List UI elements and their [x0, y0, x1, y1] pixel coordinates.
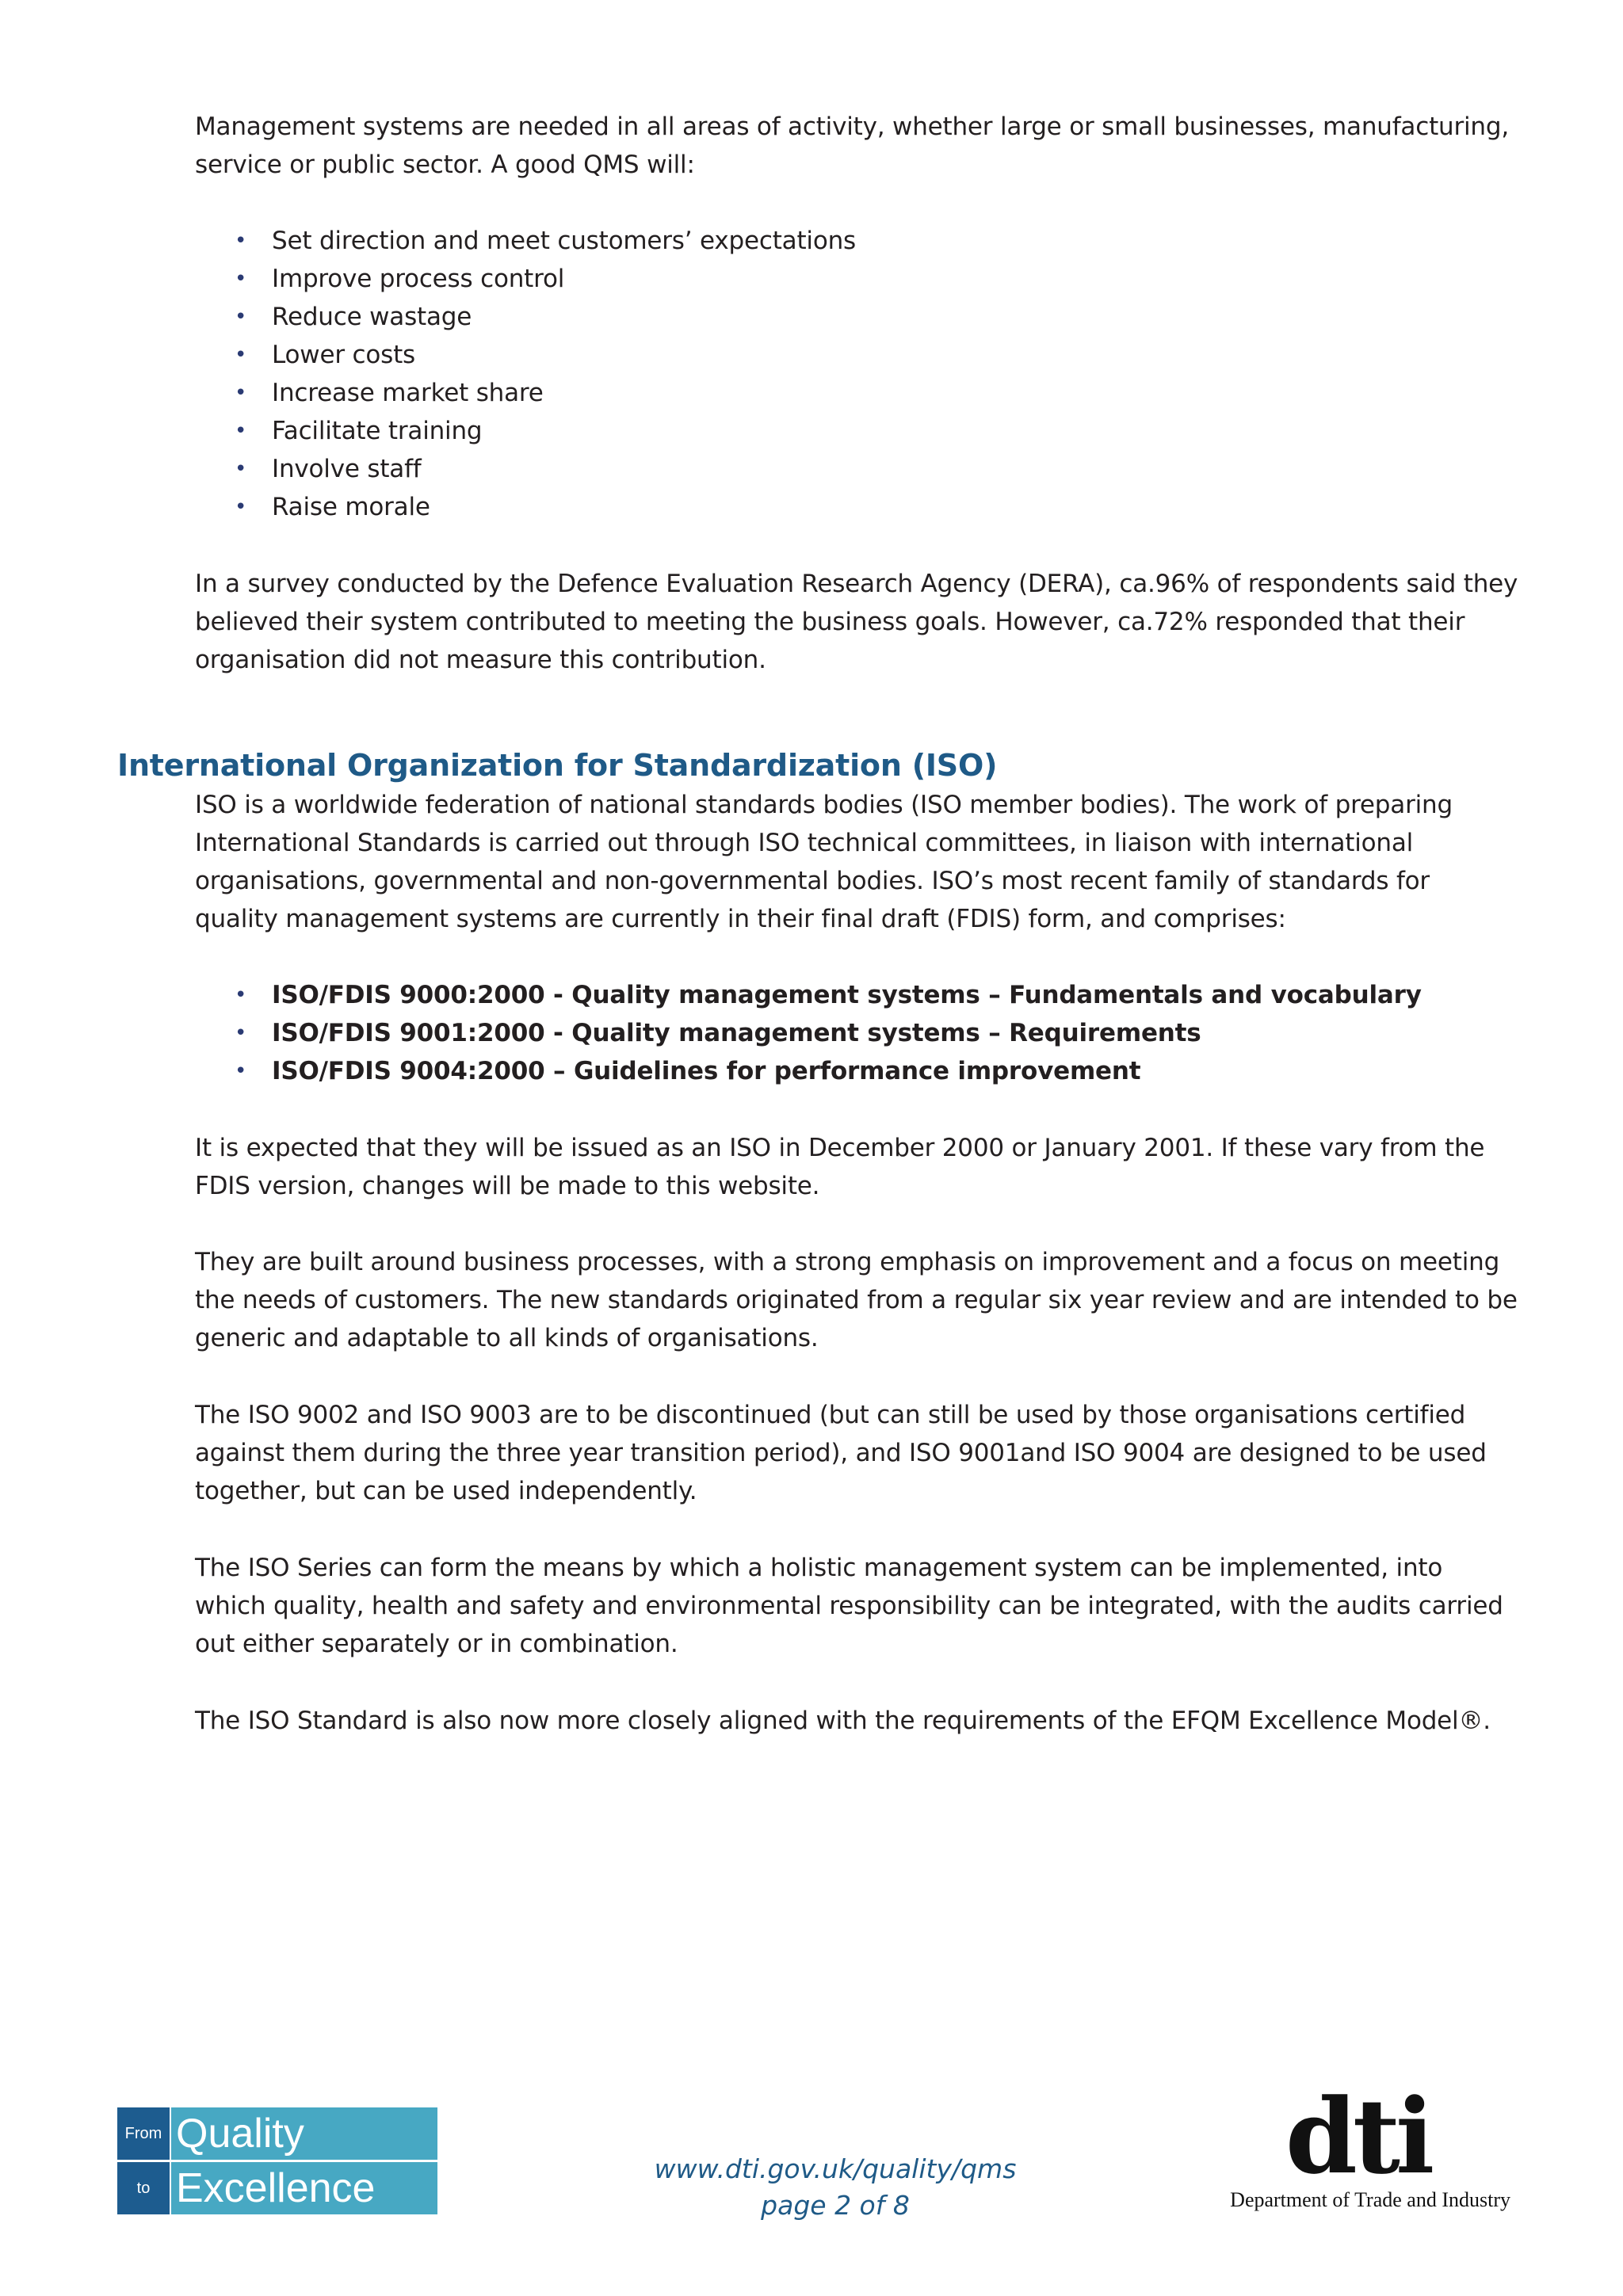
bullet-icon: • — [235, 1059, 247, 1083]
bullet-icon: • — [235, 495, 247, 519]
logo-to-label: to — [117, 2162, 170, 2214]
list-item: • ISO/FDIS 9000:2000 - Quality management systems – Fundamentals and vocabulary — [195, 976, 1518, 1014]
logo-excellence-label: Excellence — [171, 2162, 437, 2214]
intro-paragraph: Management systems are needed in all areas of activity, whether large or small businesses, manufacturing, service or public sector. A good QMS will: — [195, 113, 1510, 179]
list-item: • Increase market share — [195, 374, 1518, 412]
survey-paragraph: In a survey conducted by the Defence Evaluation Research Agency (DERA), ca.96% of respondents said they believed their system contributed to meeting the business goals. However, ca.72% responded that their organisation did not measure this contribution. — [195, 570, 1518, 674]
bullet-icon: • — [235, 381, 247, 405]
list-item: • Reduce wastage — [195, 298, 1518, 336]
iso-intro-paragraph: ISO is a worldwide federation of national standards bodies (ISO member bodies). The work of preparing International Standards is carried out through ISO technical committees, in liaison with international organisations, governmental and non-governmental bodies. ISO’s most recent family of standards for quality management systems are currently in their final draft (FDIS) form, and comprises: — [195, 791, 1453, 933]
bullet-icon: • — [235, 419, 247, 443]
bullet-icon: • — [235, 457, 247, 481]
bullet-icon: • — [235, 267, 247, 291]
iso-standards-list — [195, 976, 1518, 1090]
efqm-paragraph: The ISO Standard is also now more closely aligned with the requirements of the EFQM Excellence Model®. — [195, 1707, 1491, 1735]
logo-quality-label: Quality — [171, 2107, 437, 2160]
issue-date-paragraph: It is expected that they will be issued as an ISO in December 2000 or January 2001. If these vary from the FDIS version, changes will be made to this website. — [195, 1134, 1485, 1200]
list-item: • Set direction and meet customers’ expectations — [195, 222, 1518, 260]
dti-caption: Department of Trade and Industry — [1230, 2188, 1510, 2211]
business-processes-paragraph: They are built around business processes, with a strong emphasis on improvement and a focus on meeting the needs of customers. The new standards originated from a regular six year review and are intended to be generic and adaptable to all kinds of organisations. — [195, 1248, 1518, 1352]
footer-info — [574, 2151, 1097, 2224]
list-item: • Raise morale — [195, 488, 1518, 526]
bullet-icon: • — [235, 343, 247, 367]
list-item: • Involve staff — [195, 450, 1518, 488]
bullet-icon: • — [235, 229, 247, 253]
dti-mark: dti — [1285, 2076, 1430, 2197]
footer-url-link[interactable]: www.dti.gov.uk/quality/qms — [654, 2153, 1017, 2184]
logo-from-label: From — [117, 2107, 170, 2160]
list-item: • Facilitate training — [195, 412, 1518, 450]
quality-excellence-logo — [117, 2107, 437, 2214]
list-item: • ISO/FDIS 9001:2000 - Quality management systems – Requirements — [195, 1014, 1518, 1052]
bullet-icon: • — [235, 305, 247, 329]
bullet-icon: • — [235, 1021, 247, 1045]
qms-benefits-list — [195, 222, 1518, 526]
page-number: page 2 of 8 — [761, 2190, 910, 2221]
discontinued-standards-paragraph: The ISO 9002 and ISO 9003 are to be discontinued (but can still be used by those organisations certified against them during the three year transition period), and ISO 9001and ISO 9004 are designed to be used together, but can be used independently. — [195, 1401, 1487, 1505]
dti-logo — [1217, 2076, 1510, 2220]
section-heading-iso: International Organization for Standardization (ISO) — [117, 748, 998, 783]
holistic-system-paragraph: The ISO Series can form the means by which a holistic management system can be implemented, into which quality, health and safety and environmental responsibility can be integrated, with the audits carried out either separately or in combination. — [195, 1554, 1503, 1658]
list-item: • Lower costs — [195, 336, 1518, 374]
list-item: • ISO/FDIS 9004:2000 – Guidelines for performance improvement — [195, 1052, 1518, 1090]
bullet-icon: • — [235, 983, 247, 1007]
list-item: • Improve process control — [195, 260, 1518, 298]
